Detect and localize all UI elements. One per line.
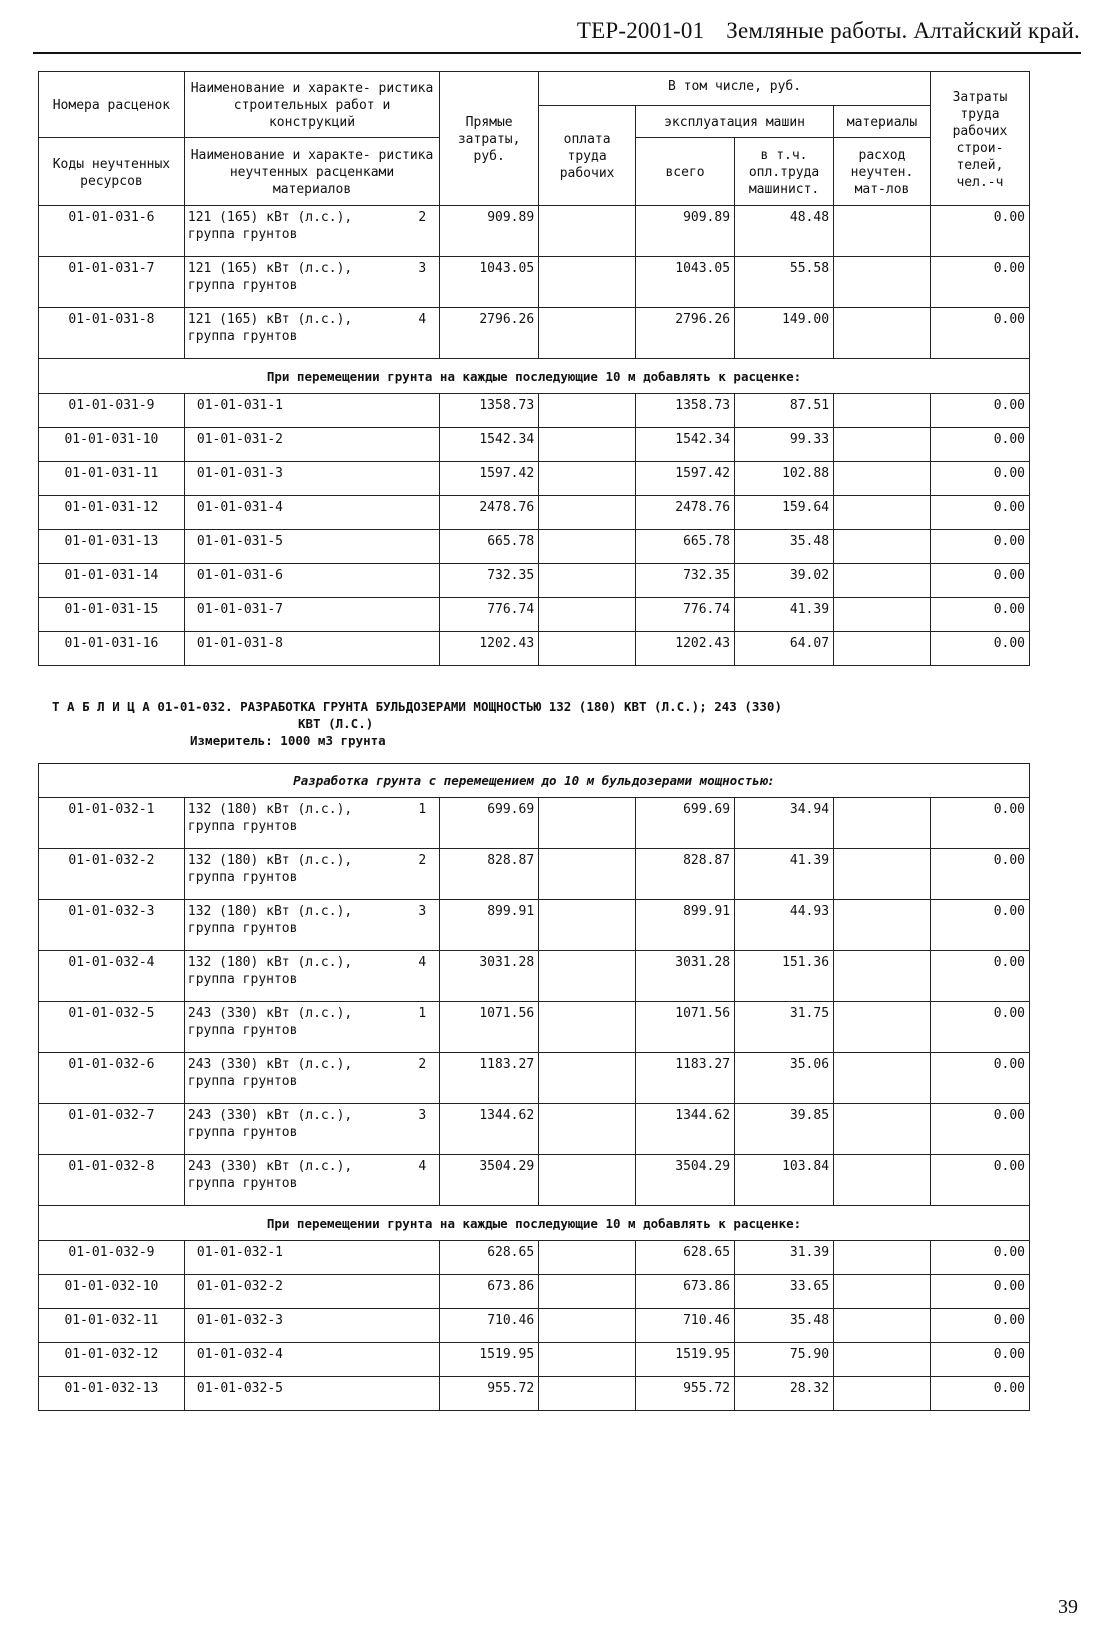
direct-costs: 673.86 [440,1275,539,1309]
work-description [184,206,439,257]
table-row [39,849,1030,900]
base-rate-reference: 01-01-031-4 [184,496,439,530]
table-row [39,798,1030,849]
table-row [39,1343,1030,1377]
operator-pay: 41.39 [735,598,834,632]
direct-costs: 1344.62 [440,1104,539,1155]
soil-group-label: группа грунтов [187,1125,298,1140]
material-usage [834,1275,931,1309]
operator-pay: 35.48 [735,1309,834,1343]
direct-costs: 2478.76 [440,496,539,530]
soil-group-label: группа грунтов [187,278,298,293]
labor-hours: 0.00 [930,1309,1029,1343]
machines-total: 665.78 [636,530,735,564]
labor-pay [539,564,636,598]
direct-costs: 955.72 [440,1377,539,1411]
material-usage [834,1343,931,1377]
table-row [39,951,1030,1002]
direct-costs: 732.35 [440,564,539,598]
labor-hours: 0.00 [930,798,1029,849]
soil-group-label: группа грунтов [187,819,298,834]
labor-pay [539,598,636,632]
machines-total: 3031.28 [636,951,735,1002]
labor-hours: 0.00 [930,1104,1029,1155]
rate-code: 01-01-032-11 [39,1309,185,1343]
rate-code: 01-01-031-15 [39,598,185,632]
header-rule [33,52,1081,54]
table-caption [52,698,1052,749]
material-usage [834,1002,931,1053]
operator-pay: 33.65 [735,1275,834,1309]
labor-pay [539,1241,636,1275]
soil-group-number: 3 [418,1108,427,1123]
labor-pay [539,496,636,530]
soil-group-label: группа грунтов [187,1074,298,1089]
rate-code: 01-01-032-12 [39,1343,185,1377]
table-row [39,530,1030,564]
machines-total: 628.65 [636,1241,735,1275]
machine-power: 243 (330) кВт (л.с.), [187,1057,353,1072]
soil-group-number: 2 [418,210,427,225]
direct-costs: 2796.26 [440,308,539,359]
operator-pay: 35.06 [735,1053,834,1104]
labor-pay [539,462,636,496]
direct-costs: 1542.34 [440,428,539,462]
rate-code: 01-01-031-6 [39,206,185,257]
labor-pay [539,951,636,1002]
operator-pay: 159.64 [735,496,834,530]
base-rate-reference: 01-01-031-2 [184,428,439,462]
table-row [39,308,1030,359]
machines-total: 776.74 [636,598,735,632]
material-usage [834,951,931,1002]
machines-total: 1358.73 [636,394,735,428]
labor-pay [539,1053,636,1104]
labor-pay [539,900,636,951]
operator-pay: 39.02 [735,564,834,598]
operator-pay: 44.93 [735,900,834,951]
labor-hours: 0.00 [930,951,1029,1002]
direct-costs: 1597.42 [440,462,539,496]
direct-costs: 909.89 [440,206,539,257]
rate-code: 01-01-032-7 [39,1104,185,1155]
labor-hours: 0.00 [930,900,1029,951]
material-usage [834,1155,931,1206]
col-rate-numbers: Номера расценок [39,72,185,138]
base-rate-reference: 01-01-032-1 [184,1241,439,1275]
labor-hours: 0.00 [930,632,1029,666]
soil-group-number: 2 [418,853,427,868]
table-row [39,394,1030,428]
page-number: 39 [1058,1596,1078,1618]
labor-pay [539,308,636,359]
soil-group-label: группа грунтов [187,972,298,987]
material-usage [834,1053,931,1104]
base-rate-reference: 01-01-032-4 [184,1343,439,1377]
machines-total: 828.87 [636,849,735,900]
rate-code: 01-01-032-4 [39,951,185,1002]
labor-hours: 0.00 [930,206,1029,257]
rate-code: 01-01-031-13 [39,530,185,564]
machines-total: 955.72 [636,1377,735,1411]
table-row [39,1309,1030,1343]
work-description [184,1155,439,1206]
work-description [184,951,439,1002]
col-direct-costs: Прямые затраты, руб. [440,72,539,206]
labor-hours: 0.00 [930,1053,1029,1104]
operator-pay: 149.00 [735,308,834,359]
table-row [39,1275,1030,1309]
machines-total: 2478.76 [636,496,735,530]
labor-hours: 0.00 [930,308,1029,359]
rate-code: 01-01-032-10 [39,1275,185,1309]
col-material-usage: расход неучтен. мат-лов [834,138,931,206]
rate-code: 01-01-031-14 [39,564,185,598]
soil-group-label: группа грунтов [187,1176,298,1191]
work-description [184,257,439,308]
machines-total: 2796.26 [636,308,735,359]
direct-costs: 828.87 [440,849,539,900]
col-operator-pay: в т.ч. опл.труда машинист. [735,138,834,206]
table-row [39,598,1030,632]
labor-pay [539,798,636,849]
soil-group-number: 4 [418,312,427,327]
soil-group-label: группа грунтов [187,1023,298,1038]
labor-hours: 0.00 [930,1377,1029,1411]
soil-group-label: группа грунтов [187,870,298,885]
machine-power: 121 (165) кВт (л.с.), [187,312,353,327]
operator-pay: 34.94 [735,798,834,849]
table-row [39,1104,1030,1155]
material-usage [834,257,931,308]
direct-costs: 699.69 [440,798,539,849]
col-work-name: Наименование и характе- ристика строительных работ и конструкций [184,72,439,138]
direct-costs: 3504.29 [440,1155,539,1206]
additional-distance-note: При перемещении грунта на каждые последующие 10 м добавлять к расценке: [39,359,1030,394]
soil-group-label: группа грунтов [187,227,298,242]
table-row [39,1377,1030,1411]
soil-group-number: 4 [418,1159,427,1174]
document-code: ТЕР-2001-01 [576,18,705,43]
operator-pay: 103.84 [735,1155,834,1206]
table-row [39,257,1030,308]
labor-hours: 0.00 [930,1241,1029,1275]
soil-group-number: 1 [418,802,427,817]
labor-pay [539,1377,636,1411]
machine-power: 132 (180) кВт (л.с.), [187,802,353,817]
machines-total: 1202.43 [636,632,735,666]
rate-code: 01-01-032-8 [39,1155,185,1206]
material-usage [834,462,931,496]
base-rate-reference: 01-01-031-1 [184,394,439,428]
rate-code: 01-01-032-3 [39,900,185,951]
rate-code: 01-01-032-6 [39,1053,185,1104]
labor-pay [539,428,636,462]
table-row [39,206,1030,257]
machine-power: 243 (330) кВт (л.с.), [187,1108,353,1123]
col-material-name: Наименование и характе- ристика неучтенных расценками материалов [184,138,439,206]
rate-code: 01-01-032-9 [39,1241,185,1275]
table-row [39,1053,1030,1104]
section-title: Разработка грунта с перемещением до 10 м бульдозерами мощностью: [39,764,1030,798]
labor-pay [539,394,636,428]
labor-pay [539,530,636,564]
machines-total: 1183.27 [636,1053,735,1104]
direct-costs: 1519.95 [440,1343,539,1377]
labor-hours: 0.00 [930,496,1029,530]
soil-group-number: 1 [418,1006,427,1021]
rates-table-032 [38,763,1030,1411]
machines-total: 710.46 [636,1309,735,1343]
work-description [184,849,439,900]
material-usage [834,496,931,530]
direct-costs: 899.91 [440,900,539,951]
work-description [184,798,439,849]
table-row [39,1241,1030,1275]
operator-pay: 151.36 [735,951,834,1002]
material-usage [834,849,931,900]
labor-hours: 0.00 [930,257,1029,308]
work-description [184,900,439,951]
rate-code: 01-01-031-7 [39,257,185,308]
operator-pay: 87.51 [735,394,834,428]
machines-total: 1542.34 [636,428,735,462]
labor-pay [539,1275,636,1309]
rate-code: 01-01-031-10 [39,428,185,462]
base-rate-reference: 01-01-031-5 [184,530,439,564]
labor-pay [539,1104,636,1155]
caption-title-cont: КВТ (Л.С.) [298,716,374,731]
base-rate-reference: 01-01-032-2 [184,1275,439,1309]
material-usage [834,1309,931,1343]
labor-hours: 0.00 [930,849,1029,900]
table-row [39,900,1030,951]
labor-hours: 0.00 [930,598,1029,632]
rate-code: 01-01-032-5 [39,1002,185,1053]
material-usage [834,632,931,666]
direct-costs: 1071.56 [440,1002,539,1053]
caption-title: Т А Б Л И Ц А 01-01-032. РАЗРАБОТКА ГРУНТА БУЛЬДОЗЕРАМИ МОЩНОСТЬЮ 132 (180) КВТ (Л.С.); 243 (330) [52,699,782,714]
material-usage [834,394,931,428]
soil-group-number: 3 [418,261,427,276]
operator-pay: 41.39 [735,849,834,900]
direct-costs: 1358.73 [440,394,539,428]
rate-code: 01-01-032-2 [39,849,185,900]
machine-power: 243 (330) кВт (л.с.), [187,1006,353,1021]
rate-code: 01-01-031-11 [39,462,185,496]
table-row [39,496,1030,530]
labor-pay [539,849,636,900]
rates-table-031 [38,71,1030,666]
soil-group-number: 3 [418,904,427,919]
material-usage [834,900,931,951]
direct-costs: 710.46 [440,1309,539,1343]
col-resource-codes: Коды неучтенных ресурсов [39,138,185,206]
material-usage [834,1377,931,1411]
labor-hours: 0.00 [930,428,1029,462]
machine-power: 132 (180) кВт (л.с.), [187,904,353,919]
rate-code: 01-01-031-16 [39,632,185,666]
table-row [39,632,1030,666]
machine-power: 132 (180) кВт (л.с.), [187,955,353,970]
base-rate-reference: 01-01-032-3 [184,1309,439,1343]
material-usage [834,1241,931,1275]
col-materials: материалы [834,106,931,138]
labor-hours: 0.00 [930,394,1029,428]
material-usage [834,1104,931,1155]
machine-power: 243 (330) кВт (л.с.), [187,1159,353,1174]
material-usage [834,308,931,359]
machine-power: 121 (165) кВт (л.с.), [187,210,353,225]
machines-total: 1071.56 [636,1002,735,1053]
col-including: В том числе, руб. [539,72,931,106]
direct-costs: 1183.27 [440,1053,539,1104]
work-description [184,1002,439,1053]
machines-total: 3504.29 [636,1155,735,1206]
machine-power: 132 (180) кВт (л.с.), [187,853,353,868]
labor-pay [539,1155,636,1206]
operator-pay: 48.48 [735,206,834,257]
operator-pay: 75.90 [735,1343,834,1377]
labor-hours: 0.00 [930,1343,1029,1377]
machine-power: 121 (165) кВт (л.с.), [187,261,353,276]
table-row [39,462,1030,496]
rate-code: 01-01-031-8 [39,308,185,359]
direct-costs: 3031.28 [440,951,539,1002]
document-title: Земляные работы. Алтайский край. [726,18,1080,43]
base-rate-reference: 01-01-031-8 [184,632,439,666]
work-description [184,1104,439,1155]
rate-code: 01-01-032-13 [39,1377,185,1411]
operator-pay: 31.75 [735,1002,834,1053]
rate-code: 01-01-031-12 [39,496,185,530]
page-header [560,18,1080,44]
table-row [39,564,1030,598]
material-usage [834,564,931,598]
labor-hours: 0.00 [930,1155,1029,1206]
machines-total: 1597.42 [636,462,735,496]
labor-pay [539,1002,636,1053]
work-description [184,308,439,359]
direct-costs: 628.65 [440,1241,539,1275]
col-machine-operation: эксплуатация машин [636,106,834,138]
machines-total: 673.86 [636,1275,735,1309]
labor-pay [539,632,636,666]
operator-pay: 39.85 [735,1104,834,1155]
additional-distance-note: При перемещении грунта на каждые последующие 10 м добавлять к расценке: [39,1206,1030,1241]
table-row [39,428,1030,462]
labor-hours: 0.00 [930,564,1029,598]
caption-measure: Измеритель: 1000 м3 грунта [190,733,386,748]
base-rate-reference: 01-01-031-6 [184,564,439,598]
operator-pay: 28.32 [735,1377,834,1411]
soil-group-label: группа грунтов [187,921,298,936]
labor-pay [539,206,636,257]
rate-code: 01-01-032-1 [39,798,185,849]
labor-hours: 0.00 [930,530,1029,564]
labor-hours: 0.00 [930,462,1029,496]
machines-total: 1043.05 [636,257,735,308]
base-rate-reference: 01-01-032-5 [184,1377,439,1411]
work-description [184,1053,439,1104]
machines-total: 1519.95 [636,1343,735,1377]
machines-total: 899.91 [636,900,735,951]
material-usage [834,428,931,462]
machines-total: 699.69 [636,798,735,849]
direct-costs: 776.74 [440,598,539,632]
labor-hours: 0.00 [930,1002,1029,1053]
operator-pay: 64.07 [735,632,834,666]
operator-pay: 99.33 [735,428,834,462]
labor-pay [539,257,636,308]
machines-total: 909.89 [636,206,735,257]
operator-pay: 35.48 [735,530,834,564]
machines-total: 1344.62 [636,1104,735,1155]
soil-group-number: 4 [418,955,427,970]
table-row [39,1155,1030,1206]
direct-costs: 1043.05 [440,257,539,308]
operator-pay: 102.88 [735,462,834,496]
machines-total: 732.35 [636,564,735,598]
table-row [39,1002,1030,1053]
col-labor-costs: Затраты труда рабочих строи- телей, чел.-ч [930,72,1029,206]
material-usage [834,530,931,564]
operator-pay: 55.58 [735,257,834,308]
labor-pay [539,1343,636,1377]
material-usage [834,798,931,849]
col-labor-pay: оплата труда рабочих [539,106,636,206]
direct-costs: 1202.43 [440,632,539,666]
labor-pay [539,1309,636,1343]
soil-group-number: 2 [418,1057,427,1072]
base-rate-reference: 01-01-031-7 [184,598,439,632]
base-rate-reference: 01-01-031-3 [184,462,439,496]
rate-code: 01-01-031-9 [39,394,185,428]
labor-hours: 0.00 [930,1275,1029,1309]
col-machines-total: всего [636,138,735,206]
material-usage [834,206,931,257]
direct-costs: 665.78 [440,530,539,564]
material-usage [834,598,931,632]
soil-group-label: группа грунтов [187,329,298,344]
operator-pay: 31.39 [735,1241,834,1275]
